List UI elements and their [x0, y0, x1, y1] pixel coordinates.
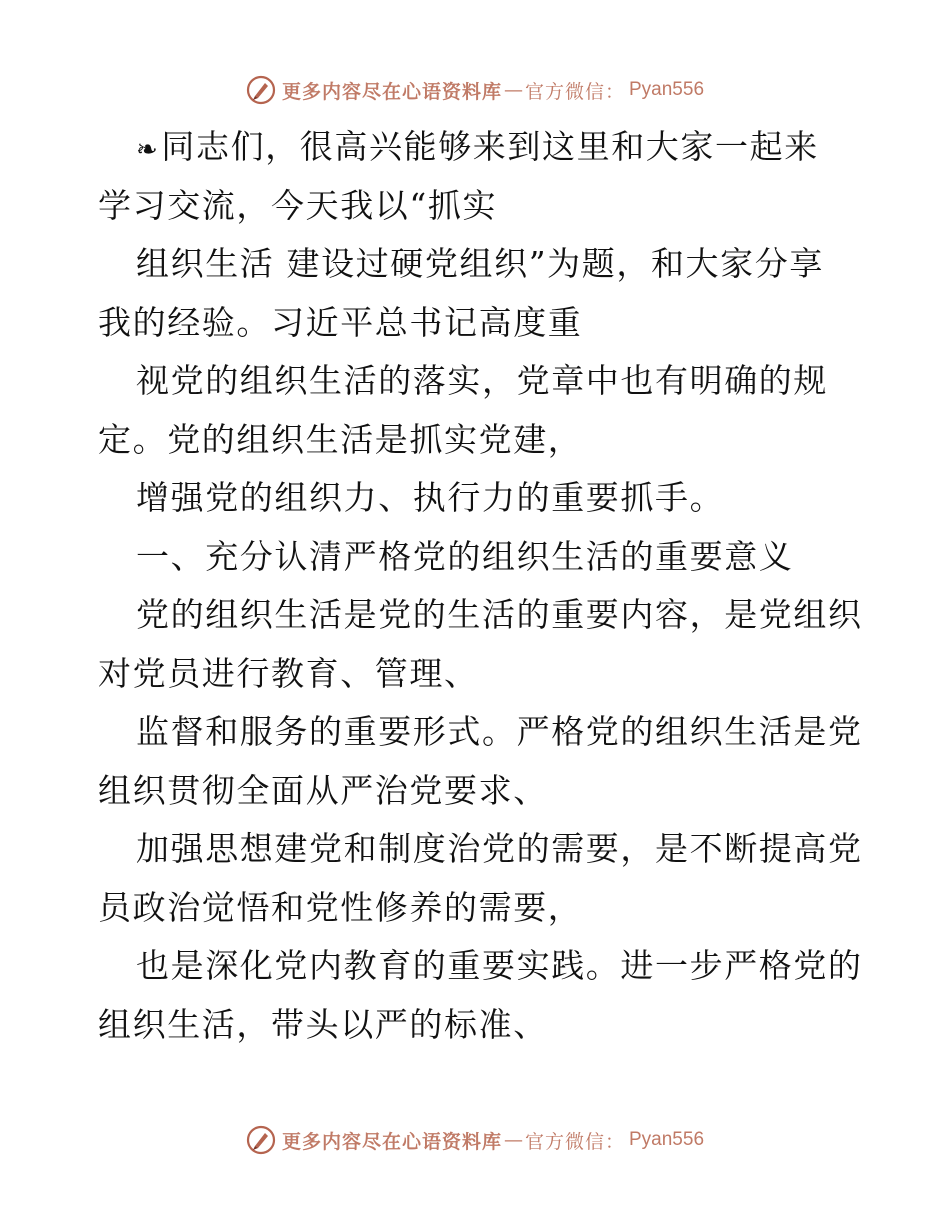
paragraph-line-6: 定。党的组织生活是抓实党建， [98, 419, 583, 459]
pen-logo-icon [246, 1125, 276, 1155]
paragraph-line-10: 对党员进行教育、管理、 [98, 653, 479, 693]
watermark-label: 官方微信： [524, 1130, 625, 1153]
watermark-id: Pyan556 [629, 79, 705, 100]
watermark-label: 官方微信： [524, 80, 625, 103]
footer-watermark [0, 1120, 950, 1160]
paragraph-line-14: 员政治觉悟和党性修养的需要， [98, 887, 583, 927]
paragraph-line-9: 党的组织生活是党的生活的重要内容，是党组织 [136, 595, 863, 634]
paragraph-line-16: 组织生活，带头以严的标准、 [98, 1004, 548, 1044]
paragraph-line-1 [98, 118, 858, 177]
paragraph-line-5: 视党的组织生活的落实，党章中也有明确的规 [136, 361, 828, 400]
pen-logo-icon [246, 75, 276, 105]
paragraph-line-7: 增强党的组织力、执行力的重要抓手。 [136, 478, 725, 517]
document-body [98, 118, 863, 1054]
paragraph-line-4: 我的经验。习近平总书记高度重 [98, 302, 583, 342]
watermark-brand: 更多内容尽在心语资料库 [281, 1130, 502, 1153]
paragraph-line-15: 也是深化党内教育的重要实践。进一步严格党的 [136, 946, 863, 985]
watermark-separator: — [503, 1129, 523, 1151]
watermark-separator: — [503, 79, 523, 101]
line-text: 同志们，很高兴能够来到这里和大家一起来 [161, 127, 819, 166]
paragraph-line-3: 组织生活 建设过硬党组织”为题，和大家分享 [136, 244, 824, 283]
paragraph-line-2: 学习交流，今天我以“抓实 [98, 185, 498, 225]
paragraph-line-11: 监督和服务的重要形式。严格党的组织生活是党 [136, 712, 863, 751]
header-watermark [0, 70, 950, 110]
watermark-id: Pyan556 [629, 1129, 705, 1150]
watermark-brand: 更多内容尽在心语资料库 [281, 80, 502, 103]
paragraph-line-13: 加强思想建党和制度治党的需要，是不断提高党 [136, 829, 863, 868]
section-heading: 一、充分认清严格党的组织生活的重要意义 [136, 536, 794, 576]
paragraph-line-12: 组织贯彻全面从严治党要求、 [98, 770, 548, 810]
fleuron-icon: ❧ [136, 135, 160, 165]
